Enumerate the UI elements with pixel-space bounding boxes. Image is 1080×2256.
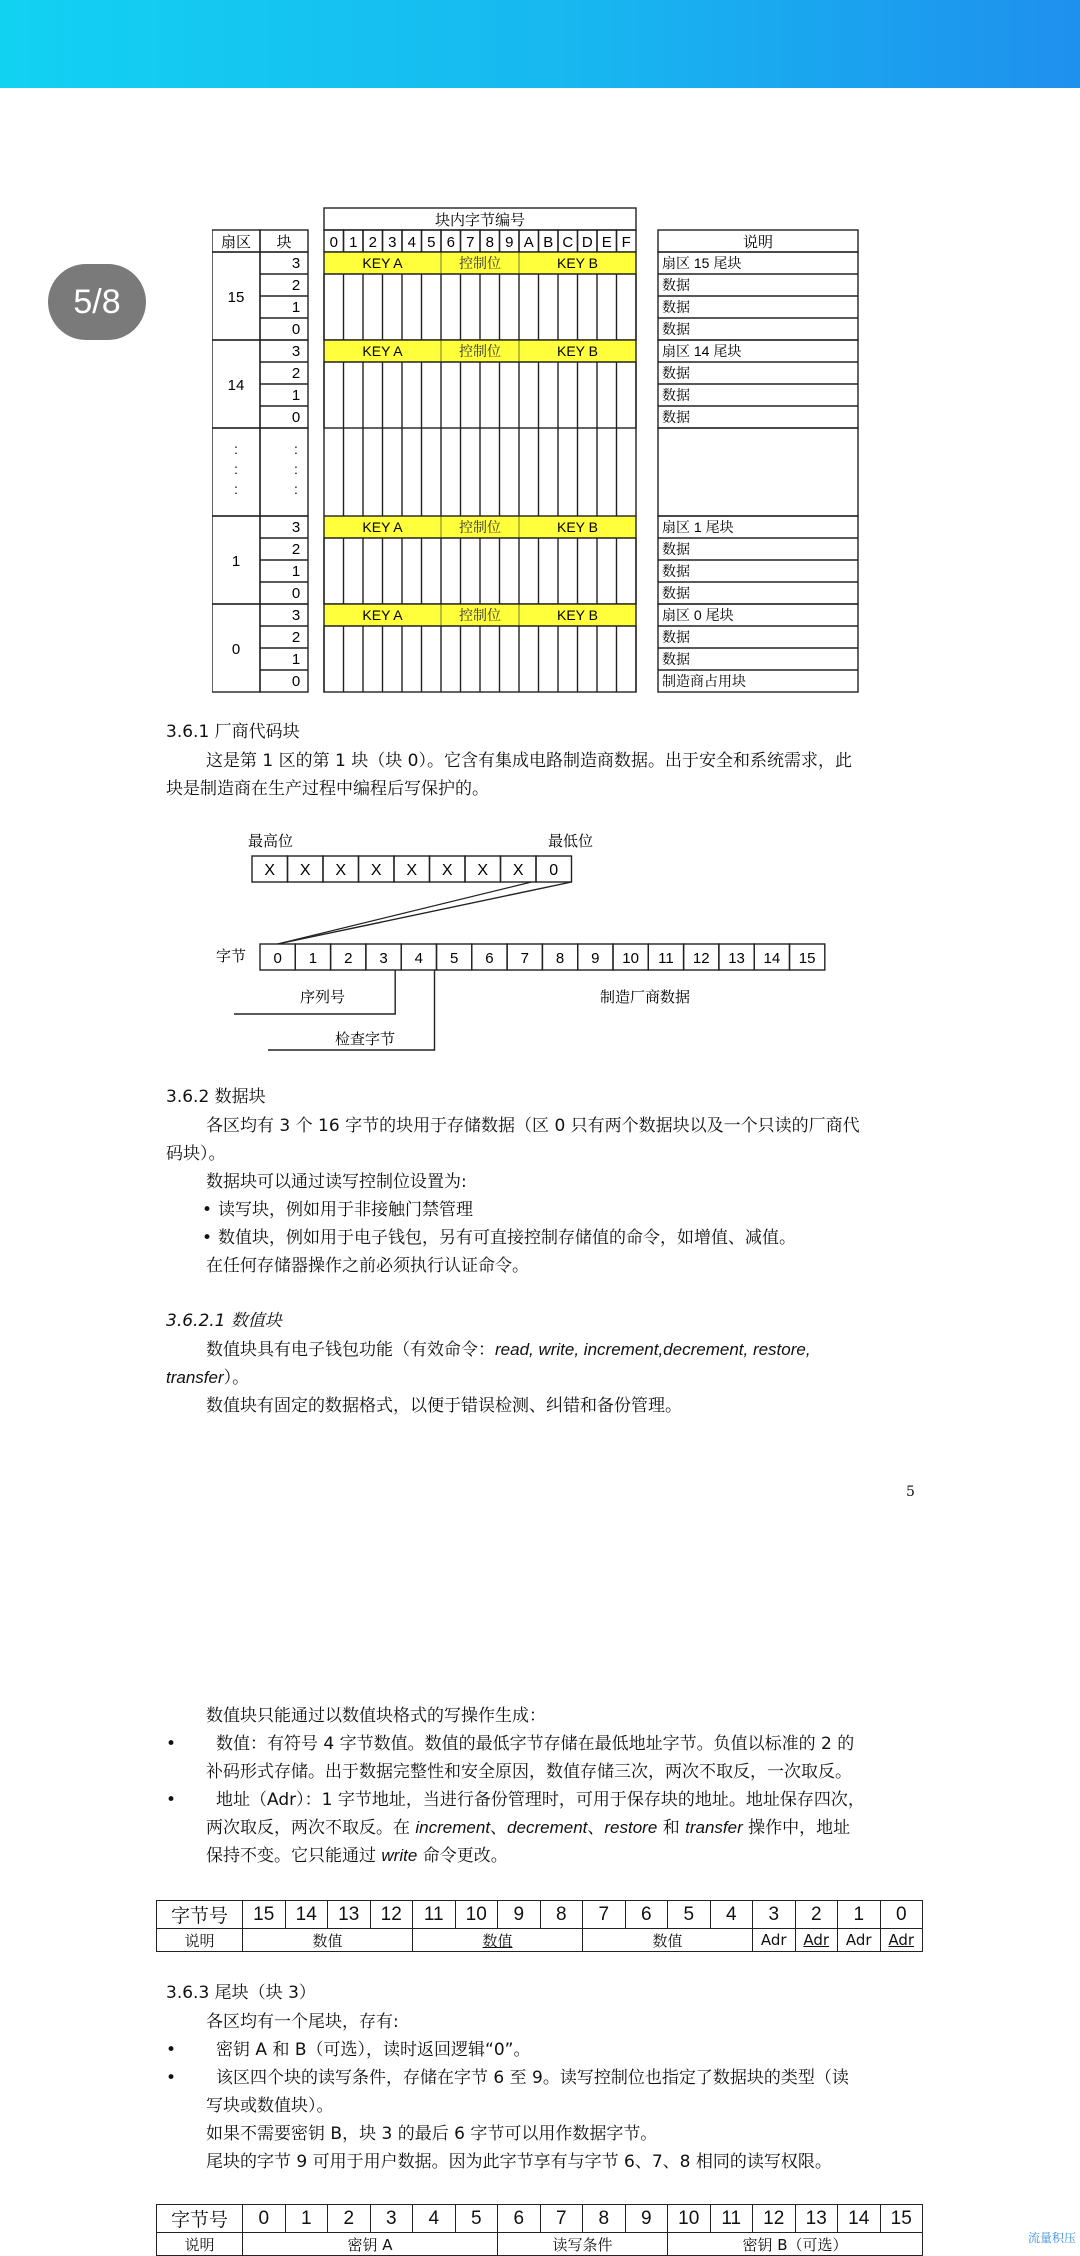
table2-byte-number: 9 bbox=[625, 2205, 668, 2233]
block-number: 2 bbox=[291, 277, 301, 294]
byte-col-label: F bbox=[621, 234, 631, 251]
byte-col-label: E bbox=[601, 234, 612, 251]
byte-col-label: 4 bbox=[407, 234, 416, 251]
key-a-label: KEY A bbox=[362, 519, 403, 535]
byte-index: 2 bbox=[344, 950, 353, 967]
table1-value-cell: 数值 bbox=[243, 1929, 413, 1952]
block-description: 扇区 1 尾块 bbox=[662, 519, 734, 535]
table1-byte-number: 4 bbox=[710, 1901, 753, 1929]
byte-index: 3 bbox=[379, 950, 388, 967]
manufacturer-data-label: 制造厂商数据 bbox=[600, 989, 691, 1006]
trailer-block-table bbox=[156, 2204, 923, 2256]
block-group-cell bbox=[260, 428, 308, 516]
byte-index: 13 bbox=[728, 950, 745, 967]
byte-index: 11 bbox=[658, 950, 674, 967]
access-bits-label: 控制位 bbox=[459, 255, 501, 271]
block-number: 1 bbox=[291, 387, 301, 404]
table2-byte-number: 15 bbox=[880, 2205, 923, 2233]
table2-byte-number: 1 bbox=[285, 2205, 328, 2233]
block-number: 2 bbox=[291, 365, 301, 382]
byte-index: 5 bbox=[449, 950, 459, 967]
table1-byte-number: 13 bbox=[328, 1901, 371, 1929]
section-3-6-2-bullet1: • 读写块，例如用于非接触门禁管理 bbox=[202, 1200, 473, 1220]
section-3-6-2-1-p1-line2: transfer）。 bbox=[166, 1368, 250, 1388]
section-3-6-3-p1: 各区均有一个尾块，存有: bbox=[206, 2012, 399, 2032]
table1-adr-cell: Adr bbox=[753, 1929, 796, 1952]
sector-number: 1 bbox=[231, 553, 241, 570]
section-3-6-3-p3: 尾块的字节 9 可用于用户数据。因为此字节享有与字节 6、7、8 相同的读写权限。 bbox=[206, 2152, 832, 2172]
byte-col-label: 8 bbox=[485, 234, 494, 251]
sector-number: 15 bbox=[227, 289, 245, 306]
section-3-6-2-p2: 数据块可以通过读写控制位设置为: bbox=[206, 1172, 467, 1192]
block-description: 数据 bbox=[662, 409, 690, 425]
table1-adr-cell: Adr bbox=[838, 1929, 881, 1952]
ellipsis-dots: : bbox=[294, 461, 298, 477]
bit-value: X bbox=[370, 862, 382, 879]
table2-byte-number: 0 bbox=[243, 2205, 286, 2233]
sector-header: 扇区 bbox=[220, 234, 252, 251]
table2-byte-number: 6 bbox=[498, 2205, 541, 2233]
table2-byte-number: 3 bbox=[370, 2205, 413, 2233]
sector-number: 14 bbox=[227, 377, 245, 394]
table1-value-inverted-cell: 数值 bbox=[413, 1929, 583, 1952]
trailer-bullet1: • 密钥 A 和 B（可选），读时返回逻辑“0”。 bbox=[166, 2040, 530, 2060]
table2-desc-header: 说明 bbox=[157, 2233, 243, 2256]
page-number: 5 bbox=[906, 1484, 915, 1500]
block-number: 2 bbox=[291, 629, 301, 646]
section-3-6-1-heading: 3.6.1 厂商代码块 bbox=[166, 722, 300, 742]
desc-group-cell bbox=[658, 428, 858, 516]
table1-value-cell: 数值 bbox=[583, 1929, 753, 1952]
byte-col-label: 6 bbox=[446, 234, 455, 251]
block-number: 0 bbox=[291, 673, 301, 690]
section-3-6-2-heading: 3.6.2 数据块 bbox=[166, 1087, 266, 1107]
block-description: 扇区 0 尾块 bbox=[662, 607, 734, 623]
byte-index: 8 bbox=[555, 950, 565, 967]
block-header: 块 bbox=[276, 234, 292, 251]
table1-byte-number: 1 bbox=[838, 1901, 881, 1929]
bit-value: X bbox=[299, 862, 311, 879]
section-3-6-2-p1-line2: 码块）。 bbox=[166, 1144, 226, 1164]
byte-index: 9 bbox=[591, 950, 600, 967]
desc-header: 说明 bbox=[742, 234, 774, 251]
table1-byte-number: 5 bbox=[668, 1901, 711, 1929]
table2-byte-number: 5 bbox=[455, 2205, 498, 2233]
top-gradient-bar bbox=[0, 0, 1080, 88]
value-bullet-line1: • 数值：有符号 4 字节数值。数值的最低字节存储在最低地址字节。负值以标准的 2 的 bbox=[166, 1734, 854, 1754]
byte-index: 1 bbox=[308, 950, 318, 967]
bit-value: X bbox=[477, 862, 489, 879]
table1-byte-number: 15 bbox=[243, 1901, 286, 1929]
block-number: 3 bbox=[291, 255, 301, 272]
table2-key-b-cell: 密钥 B（可选） bbox=[668, 2233, 923, 2256]
block-description: 数据 bbox=[662, 629, 690, 645]
byte-index: 12 bbox=[692, 950, 710, 967]
table1-byte-number: 0 bbox=[880, 1901, 923, 1929]
section-3-6-3-p2: 如果不需要密钥 B，块 3 的最后 6 字节可以用作数据字节。 bbox=[206, 2124, 658, 2144]
key-a-label: KEY A bbox=[362, 255, 403, 271]
byte-index: 6 bbox=[485, 950, 494, 967]
expansion-line bbox=[278, 882, 532, 944]
table2-byte-number: 14 bbox=[838, 2205, 881, 2233]
table2-byte-number: 13 bbox=[795, 2205, 838, 2233]
block-number: 2 bbox=[291, 541, 301, 558]
byte-index: 10 bbox=[622, 950, 639, 967]
block-number: 1 bbox=[291, 563, 301, 580]
table2-byte-number: 7 bbox=[540, 2205, 583, 2233]
table1-byte-number: 7 bbox=[583, 1901, 626, 1929]
byte-col-label: A bbox=[523, 234, 534, 251]
block-number: 0 bbox=[291, 585, 301, 602]
table1-byte-number: 6 bbox=[625, 1901, 668, 1929]
table2-key-a-cell: 密钥 A bbox=[243, 2233, 498, 2256]
table2-byte-number: 8 bbox=[583, 2205, 626, 2233]
block-description: 制造商占用块 bbox=[662, 673, 746, 689]
byte-number-title: 块内字节编号 bbox=[434, 212, 526, 229]
table2-byte-number: 12 bbox=[753, 2205, 796, 2233]
table1-adr-inverted-cell: Adr bbox=[880, 1929, 923, 1952]
block-number: 3 bbox=[291, 519, 301, 536]
watermark-text: 流量积压 bbox=[1027, 2231, 1076, 2245]
section-3-6-2-p3: 在任何存储器操作之前必须执行认证命令。 bbox=[206, 1256, 529, 1276]
table1-byte-header: 字节号 bbox=[157, 1901, 243, 1929]
table1-byte-number: 11 bbox=[413, 1901, 456, 1929]
byte-col-label: D bbox=[581, 234, 593, 251]
page-indicator-badge: 5/8 bbox=[48, 264, 146, 340]
byte-index: 15 bbox=[798, 950, 816, 967]
ellipsis-dots: : bbox=[234, 441, 238, 457]
table2-byte-header: 字节号 bbox=[157, 2205, 243, 2233]
table1-byte-number: 12 bbox=[370, 1901, 413, 1929]
table2-byte-number: 11 bbox=[710, 2205, 753, 2233]
table2-byte-number: 2 bbox=[328, 2205, 371, 2233]
block-description: 扇区 15 尾块 bbox=[662, 255, 742, 271]
address-bullet-line2: 两次取反，两次不取反。在 increment、decrement、restore 和 transfer 操作中，地址 bbox=[206, 1818, 851, 1838]
block-description: 数据 bbox=[662, 277, 690, 293]
bit-value: 0 bbox=[549, 862, 559, 879]
ellipsis-dots: : bbox=[294, 481, 298, 497]
trailer-bullet2-line2: 写块或数值块）。 bbox=[206, 2096, 334, 2116]
table1-byte-number: 2 bbox=[795, 1901, 838, 1929]
block-description: 扇区 14 尾块 bbox=[662, 343, 742, 359]
block-description: 数据 bbox=[662, 585, 690, 601]
table2-byte-number: 4 bbox=[413, 2205, 456, 2233]
access-bits-label: 控制位 bbox=[459, 343, 501, 359]
key-b-label: KEY B bbox=[557, 255, 598, 271]
byte-index: 0 bbox=[273, 950, 282, 967]
section-3-6-1-paragraph-line2: 块是制造商在生产过程中编程后写保护的。 bbox=[166, 779, 489, 799]
expansion-line bbox=[278, 882, 572, 944]
block-description: 数据 bbox=[662, 299, 690, 315]
key-b-label: KEY B bbox=[557, 607, 598, 623]
byte-col-label: 1 bbox=[349, 234, 358, 251]
byte-col-label: 2 bbox=[368, 234, 377, 251]
byte-col-label: 7 bbox=[466, 234, 475, 251]
bit-value: X bbox=[512, 862, 524, 879]
key-a-label: KEY A bbox=[362, 607, 403, 623]
block-number: 1 bbox=[291, 299, 301, 316]
section-3-6-1-paragraph-line1: 这是第 1 区的第 1 块（块 0）。它含有集成电路制造商数据。出于安全和系统需求，此 bbox=[206, 751, 852, 771]
section-3-6-2-1-p1-line1: 数值块具有电子钱包功能（有效命令：read, write, increment,decrement, restore, bbox=[206, 1340, 811, 1360]
table1-byte-number: 10 bbox=[455, 1901, 498, 1929]
section-3-6-2-1-heading: 3.6.2.1 数值块 bbox=[166, 1311, 282, 1331]
byte-col-label: 3 bbox=[388, 234, 397, 251]
ellipsis-dots: : bbox=[234, 461, 238, 477]
key-b-label: KEY B bbox=[557, 343, 598, 359]
byte-col-label: 9 bbox=[505, 234, 514, 251]
block-number: 1 bbox=[291, 651, 301, 668]
value-bullet-line2: 补码形式存储。出于数据完整性和安全原因，数值存储三次，两次不取反，一次取反。 bbox=[206, 1762, 852, 1782]
byte-index: 7 bbox=[520, 950, 529, 967]
byte-col-label: 0 bbox=[329, 234, 338, 251]
byte-col-label: B bbox=[543, 234, 554, 251]
access-bits-label: 控制位 bbox=[459, 519, 501, 535]
byte-row-label: 字节 bbox=[216, 948, 247, 965]
key-a-label: KEY A bbox=[362, 343, 403, 359]
section-3-6-2-1-p2: 数值块有固定的数据格式，以便于错误检测、纠错和备份管理。 bbox=[206, 1396, 682, 1416]
bit-value: X bbox=[406, 862, 418, 879]
table1-byte-number: 14 bbox=[285, 1901, 328, 1929]
bit-value: X bbox=[441, 862, 453, 879]
value-block-intro: 数值块只能通过以数值块格式的写操作生成： bbox=[206, 1706, 546, 1726]
block-number: 0 bbox=[291, 321, 301, 338]
table2-access-cell: 读写条件 bbox=[498, 2233, 668, 2256]
table1-byte-number: 8 bbox=[540, 1901, 583, 1929]
block-description: 数据 bbox=[662, 365, 690, 381]
table2-byte-number: 10 bbox=[668, 2205, 711, 2233]
table1-adr-inverted-cell: Adr bbox=[795, 1929, 838, 1952]
access-bits-label: 控制位 bbox=[459, 607, 501, 623]
block-description: 数据 bbox=[662, 321, 690, 337]
ellipsis-dots: : bbox=[294, 441, 298, 457]
sector-number: 0 bbox=[231, 641, 241, 658]
block-description: 数据 bbox=[662, 651, 690, 667]
bit-value: X bbox=[264, 862, 276, 879]
block-number: 0 bbox=[291, 409, 301, 426]
block-description: 数据 bbox=[662, 563, 690, 579]
table1-byte-number: 9 bbox=[498, 1901, 541, 1929]
section-3-6-3-heading: 3.6.3 尾块（块 3） bbox=[166, 1983, 316, 2003]
block-description: 数据 bbox=[662, 541, 690, 557]
check-byte-label: 检查字节 bbox=[335, 1031, 396, 1048]
memory-map-diagram bbox=[212, 206, 868, 694]
byte-col-label: 5 bbox=[427, 234, 436, 251]
section-3-6-2-bullet2: • 数值块，例如用于电子钱包，另有可直接控制存储值的命令，如增值、减值。 bbox=[202, 1228, 796, 1248]
serial-number-label: 序列号 bbox=[300, 989, 346, 1006]
manufacturer-block-diagram bbox=[210, 830, 870, 1060]
table1-byte-number: 3 bbox=[753, 1901, 796, 1929]
block-description: 数据 bbox=[662, 387, 690, 403]
section-3-6-2-p1-line1: 各区均有 3 个 16 字节的块用于存储数据（区 0 只有两个数据块以及一个只读的厂商代 bbox=[206, 1116, 860, 1136]
msb-label: 最高位 bbox=[248, 833, 294, 850]
lsb-label: 最低位 bbox=[548, 833, 594, 850]
block-number: 3 bbox=[291, 607, 301, 624]
table1-desc-header: 说明 bbox=[157, 1929, 243, 1952]
value-block-format-table bbox=[156, 1900, 923, 1952]
ellipsis-dots: : bbox=[234, 481, 238, 497]
trailer-bullet2-line1: • 该区四个块的读写条件，存储在字节 6 至 9。读写控制位也指定了数据块的类型（读 bbox=[166, 2068, 849, 2088]
block-number: 3 bbox=[291, 343, 301, 360]
byte-col-label: C bbox=[562, 234, 574, 251]
bit-value: X bbox=[335, 862, 347, 879]
address-bullet-line1: • 地址（Adr）：1 字节地址，当进行备份管理时，可用于保存块的地址。地址保存四次， bbox=[166, 1790, 865, 1810]
byte-index: 14 bbox=[763, 950, 781, 967]
address-bullet-line3: 保持不变。它只能通过 write 命令更改。 bbox=[206, 1846, 508, 1866]
key-b-label: KEY B bbox=[557, 519, 598, 535]
byte-index: 4 bbox=[414, 950, 424, 967]
